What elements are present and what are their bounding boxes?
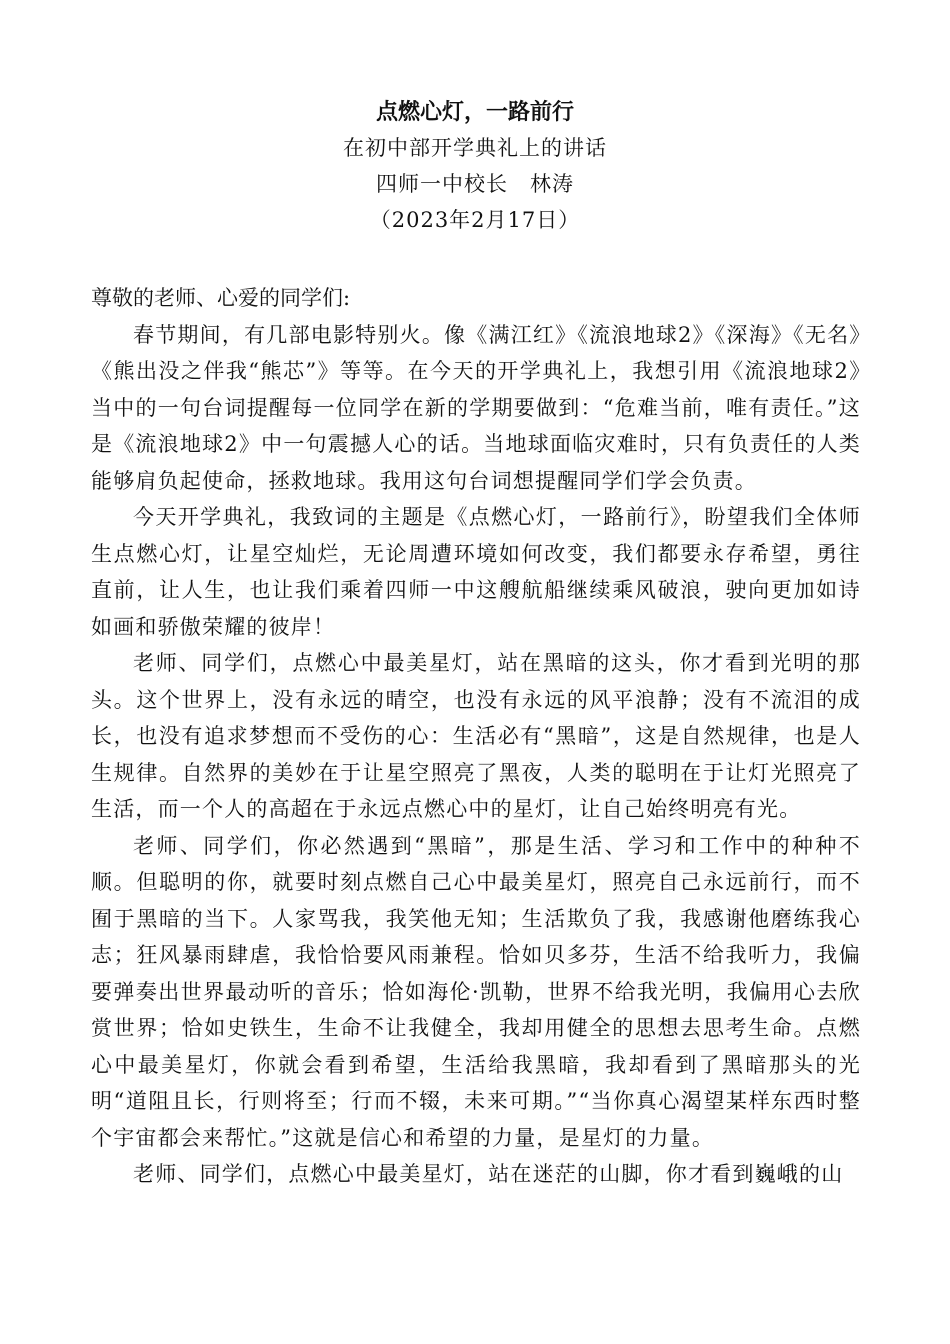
paragraph: 老师、同学们，点燃心中最美星灯，站在迷茫的山脚，你才看到巍峨的山	[133, 1162, 844, 1186]
paragraph: 老师、同学们，点燃心中最美星灯，站在黑暗的这头，你才看到光明的那头。这个世界上，没有永远的晴空，也没有永远的风平浪静；没有不流泪的成长，也没有追求梦想而不受伤的心：生活必有“黑暗”，这是自然规律，也是人生规律。自然界的美妙在于让星空照亮了黑夜，人类的聪明在于让灯光照亮了生活，而一个人的高超在于永远点燃心中的星灯，让自己始终明亮有光。	[91, 651, 861, 821]
paragraph: 老师、同学们，你必然遇到“黑暗”，那是生活、学习和工作中的种种不顺。但聪明的你，就要时刻点燃自己心中最美星灯，照亮自己永远前行，而不囿于黑暗的当下。人家骂我，我笑他无知；生活欺负了我，我感谢他磨练我心志；狂风暴雨肆虐，我恰恰要风雨兼程。恰如贝多芬，生活不给我听力，我偏要弹奏出世界最动听的音乐；恰如海伦·凯勒，世界不给我光明，我偏用心去欣赏世界；恰如史铁生，生命不让我健全，我却用健全的思想去思考生命。点燃心中最美星灯，你就会看到希望，生活给我黑暗，我却看到了黑暗那头的光明“道阻且长，行则将至；行而不辍，未来可期。”“当你真心渴望某样东西时整个宇宙都会来帮忙。”这就是信心和希望的力量，是星灯的力量。	[91, 833, 861, 1150]
speaker-line: 四师一中校长 林涛	[376, 172, 574, 196]
document-title: 点燃心灯，一路前行	[375, 99, 574, 125]
speech-date: （2023年2月17日）	[369, 208, 581, 232]
salutation: 尊敬的老师、心爱的同学们:	[91, 286, 351, 310]
speech-body	[91, 280, 861, 1193]
document-header	[0, 94, 950, 238]
document-subtitle: 在初中部开学典礼上的讲话	[343, 136, 607, 160]
paragraph: 春节期间，有几部电影特别火。像《满江红》《流浪地球2》《深海》《无名》《熊出没之伴我“熊芯”》等等。在今天的开学典礼上，我想引用《流浪地球2》当中的一句台词提醒每一位同学在新的学期要做到：“危难当前，唯有责任。”这是《流浪地球2》中一句震撼人心的话。当地球面临灾难时，只有负责任的人类能够肩负起使命，拯救地球。我用这句台词想提醒同学们学会负责。	[91, 322, 861, 493]
paragraph: 今天开学典礼，我致词的主题是《点燃心灯，一路前行》，盼望我们全体师生点燃心灯，让星空灿烂，无论周遭环境如何改变，我们都要永存希望，勇往直前，让人生，也让我们乘着四师一中这艘航船继续乘风破浪，驶向更加如诗如画和骄傲荣耀的彼岸！	[91, 505, 861, 639]
